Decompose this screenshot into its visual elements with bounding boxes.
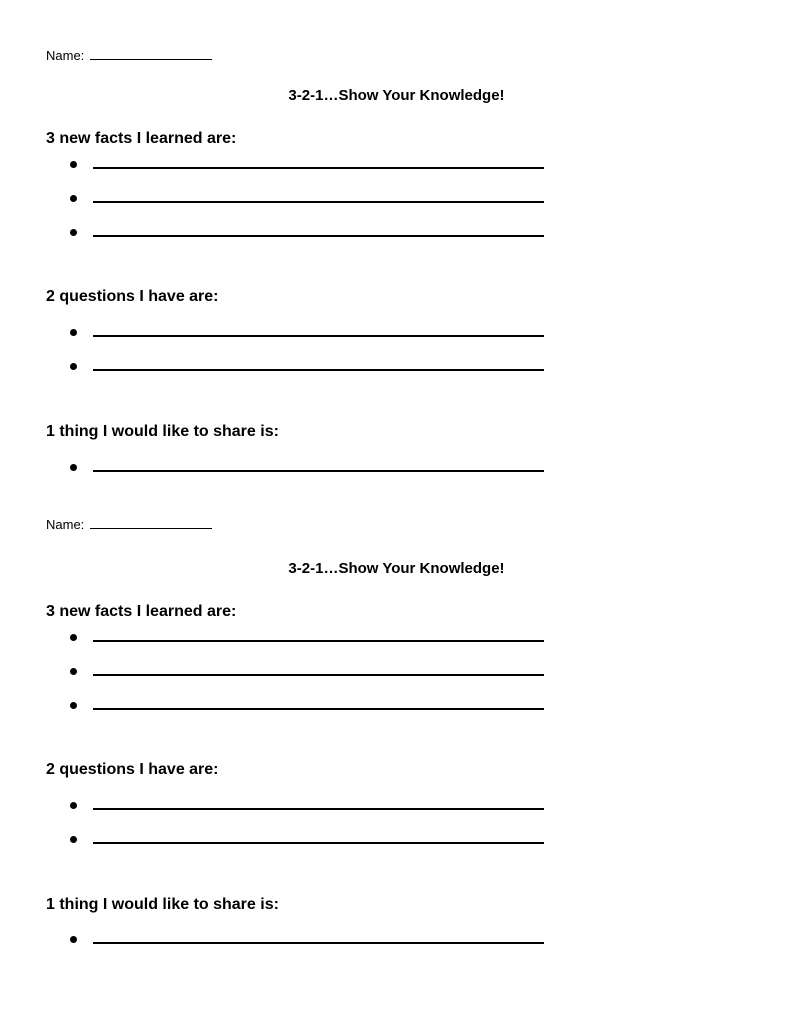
share-answer-1[interactable] [68, 458, 548, 480]
section-heading-facts: 3 new facts I learned are: [46, 603, 237, 620]
answer-line[interactable] [93, 674, 544, 676]
answer-line[interactable] [93, 201, 544, 203]
name-field[interactable] [46, 48, 212, 63]
fact-answer-3[interactable] [68, 696, 548, 718]
bullet-icon [70, 229, 77, 236]
bullet-icon [70, 802, 77, 809]
answer-line[interactable] [93, 167, 544, 169]
share-answer-1[interactable] [68, 930, 548, 952]
bullet-icon [70, 329, 77, 336]
bullet-icon [70, 195, 77, 202]
bullet-icon [70, 161, 77, 168]
section-heading-facts: 3 new facts I learned are: [46, 130, 237, 147]
question-answer-2[interactable] [68, 830, 548, 852]
fact-answer-2[interactable] [68, 662, 548, 684]
bullet-icon [70, 836, 77, 843]
section-heading-share: 1 thing I would like to share is: [46, 423, 279, 440]
bullet-icon [70, 464, 77, 471]
answer-line[interactable] [93, 335, 544, 337]
bullet-icon [70, 668, 77, 675]
question-answer-1[interactable] [68, 796, 548, 818]
name-blank[interactable] [90, 49, 212, 60]
answer-line[interactable] [93, 708, 544, 710]
worksheet-title-text: 3-2-1…Show Your Knowledge! [288, 560, 505, 577]
name-blank[interactable] [90, 518, 212, 529]
fact-answer-1[interactable] [68, 155, 548, 177]
name-label: Name: [46, 517, 85, 532]
answer-line[interactable] [93, 842, 544, 844]
fact-answer-3[interactable] [68, 223, 548, 245]
question-answer-2[interactable] [68, 357, 548, 379]
section-heading-share: 1 thing I would like to share is: [46, 896, 279, 913]
bullet-icon [70, 634, 77, 641]
answer-line[interactable] [93, 235, 544, 237]
name-field[interactable] [46, 517, 212, 532]
fact-answer-1[interactable] [68, 628, 548, 650]
worksheet-title [0, 560, 791, 577]
answer-line[interactable] [93, 808, 544, 810]
answer-line[interactable] [93, 470, 544, 472]
bullet-icon [70, 702, 77, 709]
answer-line[interactable] [93, 942, 544, 944]
answer-line[interactable] [93, 640, 544, 642]
bullet-icon [70, 936, 77, 943]
worksheet-title [0, 87, 791, 104]
name-label: Name: [46, 48, 85, 63]
worksheet-title-text: 3-2-1…Show Your Knowledge! [288, 87, 505, 104]
section-heading-questions: 2 questions I have are: [46, 288, 219, 305]
section-heading-questions: 2 questions I have are: [46, 761, 219, 778]
fact-answer-2[interactable] [68, 189, 548, 211]
answer-line[interactable] [93, 369, 544, 371]
question-answer-1[interactable] [68, 323, 548, 345]
bullet-icon [70, 363, 77, 370]
